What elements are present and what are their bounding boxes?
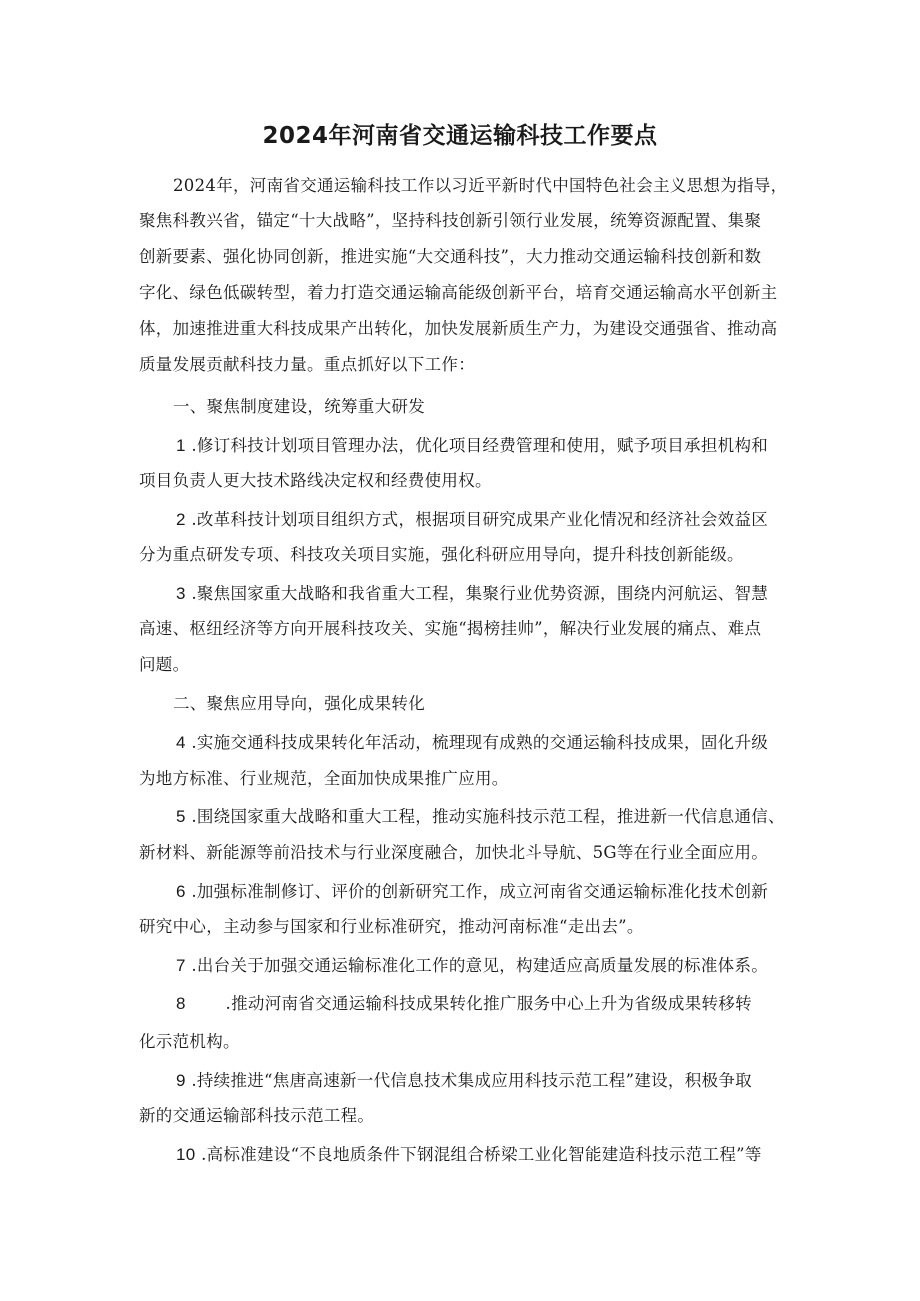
item-text: .推动河南省交通运输科技成果转化推广服务中心上升为省级成果转移转 [225,994,752,1013]
intro-line: 聚焦科教兴省，锚定“十大战略”，坚持科技创新引领行业发展，统筹资源配置、集聚 [139,211,762,230]
list-item [176,880,768,904]
item-number: 9 [176,1071,186,1090]
list-item [176,992,752,1016]
list-item [176,1143,762,1167]
list-item-continuation: 问题。 [139,655,190,674]
list-item [176,954,768,978]
list-item-continuation: 研究中心，主动参与国家和行业标准研究，推动河南标准“走出去”。 [139,917,644,936]
section-heading: 一、聚焦制度建设，统筹重大研发 [173,397,425,416]
item-number: 3 [176,584,186,603]
list-item-continuation: 高速、枢纽经济等方向开展科技攻关、实施“揭榜挂帅”，解决行业发展的痛点、难点 [139,619,762,638]
intro-line: 质量发展贡献科技力量。重点抓好以下工作： [139,355,475,374]
list-item [176,582,768,606]
item-text: .持续推进“焦唐高速新一代信息技术集成应用科技示范工程”建设，积极争取 [191,1071,752,1090]
item-text: .出台关于加强交通运输标准化工作的意见，构建适应高质量发展的标准体系。 [191,956,769,975]
item-text: .高标准建设“不良地质条件下钢混组合桥梁工业化智能建造科技示范工程”等 [201,1145,762,1164]
list-item [176,508,768,532]
item-number: 8 [176,994,186,1013]
intro-line: 字化、绿色低碳转型，着力打造交通运输高能级创新平台，培育交通运输高水平创新主 [139,283,778,302]
list-item-continuation: 项目负责人更大技术路线决定权和经费使用权。 [139,471,492,490]
item-number: 1 [176,436,186,455]
intro-line: 体，加速推进重大科技成果产出转化，加快发展新质生产力，为建设交通强省、推动高 [139,319,778,338]
item-number: 2 [176,510,186,529]
list-item [176,731,768,755]
item-number: 4 [176,733,186,752]
item-text: .改革科技计划项目组织方式，根据项目研究成果产业化情况和经济社会效益区 [191,510,769,529]
list-item [176,805,785,829]
item-number: 5 [176,807,186,826]
item-text: .实施交通科技成果转化年活动，梳理现有成熟的交通运输科技成果，固化升级 [191,733,769,752]
item-text: .加强标准制修订、评价的创新研究工作，成立河南省交通运输标准化技术创新 [191,882,769,901]
item-number: 10 [176,1145,196,1164]
list-item [176,434,768,458]
list-item-continuation: 为地方标准、行业规范，全面加快成果推广应用。 [139,769,509,788]
list-item-continuation: 分为重点研发专项、科技攻关项目实施，强化科研应用导向，提升科技创新能级。 [139,545,744,564]
list-item-continuation: 新的交通运输部科技示范工程。 [139,1106,375,1125]
item-number: 6 [176,882,186,901]
intro-line: 创新要素、强化协同创新，推进实施“大交通科技”，大力推动交通运输科技创新和数 [139,247,762,266]
list-item [176,1069,752,1093]
item-number: 7 [176,956,186,975]
list-item-continuation: 化示范机构。 [139,1032,240,1051]
intro-line: 2024年，河南省交通运输科技工作以习近平新时代中国特色社会主义思想为指导， [173,176,788,195]
item-text: .修订科技计划项目管理办法，优化项目经费管理和使用，赋予项目承担机构和 [191,436,769,455]
list-item-continuation: 新材料、新能源等前沿技术与行业深度融合，加快北斗导航、5G等在行业全面应用。 [139,843,769,862]
document-title: 2024年河南省交通运输科技工作要点 [262,123,658,149]
section-heading: 二、聚焦应用导向，强化成果转化 [173,694,425,713]
item-text: .聚焦国家重大战略和我省重大工程，集聚行业优势资源，围绕内河航运、智慧 [191,584,769,603]
item-text: .围绕国家重大战略和重大工程，推动实施科技示范工程，推进新一代信息通信、 [191,807,785,826]
